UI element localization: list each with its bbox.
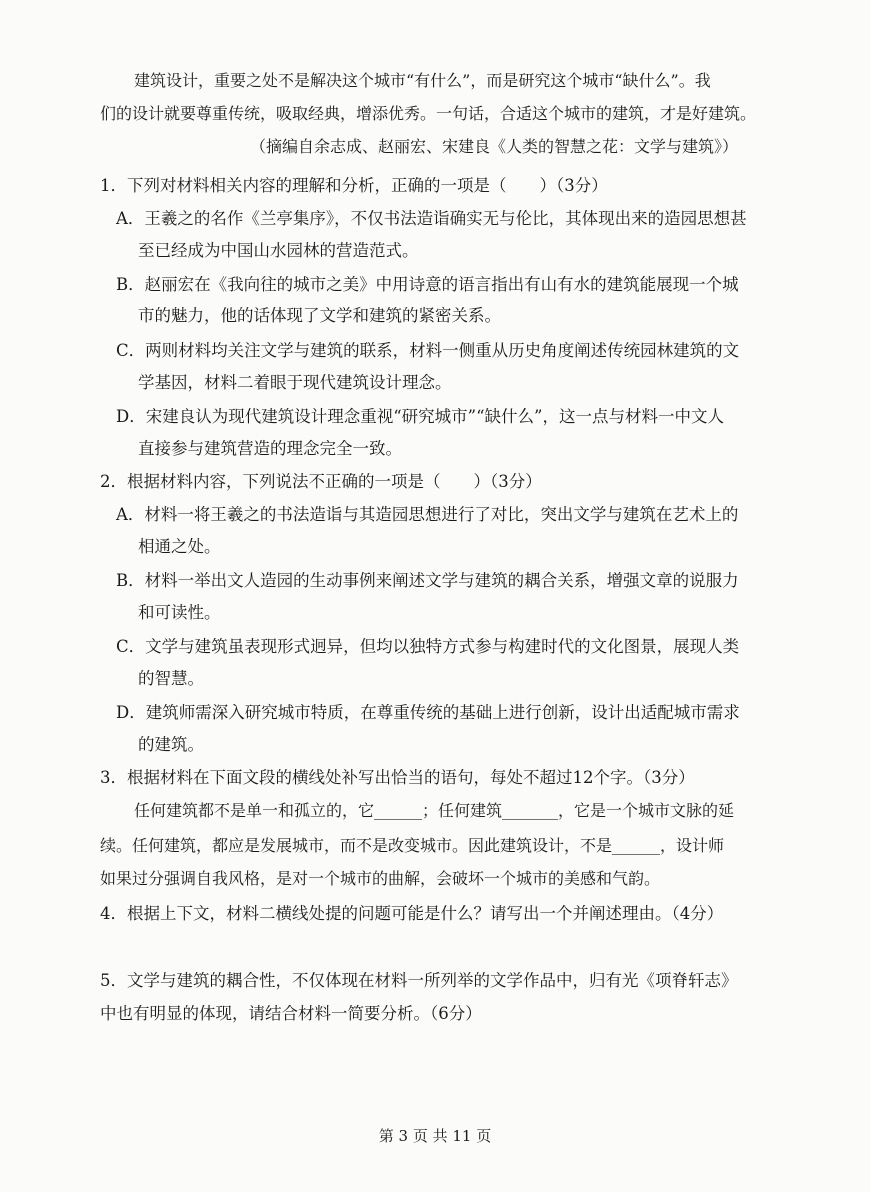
q2-stem: 2．根据材料内容，下列说法不正确的一项是（ ）（3分） — [100, 472, 542, 491]
passage-line-2: 们的设计就要尊重传统，吸取经典，增添优秀。一句话，合适这个城市的建筑，才是好建筑。 — [100, 104, 757, 123]
q5-stem-cont: 中也有明显的体现，请结合材料一简要分析。（6分） — [100, 1004, 482, 1023]
q2-option-a-cont: 相通之处。 — [138, 537, 221, 556]
q5-stem: 5．文学与建筑的耦合性，不仅体现在材料一所列举的文学作品中，归有光《项脊轩志》 — [100, 971, 738, 990]
q1-option-c: C．两则材料均关注文学与建筑的联系，材料一侧重从历史角度阐述传统园林建筑的文 — [116, 341, 740, 360]
q2-option-b: B．材料一举出文人造园的生动事例来阐述文学与建筑的耦合关系，增强文章的说服力 — [116, 571, 739, 590]
q3-paragraph-line-3: 如果过分强调自我风格，是对一个城市的曲解，会破坏一个城市的美感和气韵。 — [100, 869, 661, 888]
q1-option-b-cont: 市的魅力，他的话体现了文学和建筑的紧密关系。 — [138, 306, 501, 325]
q3-paragraph-line-2: 续。任何建筑，都应是发展城市，而不是改变城市。因此建筑设计，不是______，设计师 — [100, 836, 725, 855]
page-number: 第 3 页 共 11 页 — [378, 1127, 492, 1145]
q1-option-b: B．赵丽宏在《我向往的城市之美》中用诗意的语言指出有山有水的建筑能展现一个城 — [116, 275, 739, 294]
q1-option-d: D．宋建良认为现代建筑设计理念重视“研究城市”“缺什么”，这一点与材料一中文人 — [116, 407, 724, 426]
q2-option-a: A．材料一将王羲之的书法造诣与其造园思想进行了对比，突出文学与建筑在艺术上的 — [116, 505, 739, 524]
q1-stem: 1．下列对材料相关内容的理解和分析，正确的一项是（ ）（3分） — [100, 176, 608, 195]
q2-option-b-cont: 和可读性。 — [138, 603, 221, 622]
q1-option-a: A．王羲之的名作《兰亭集序》，不仅书法造诣确实无与伦比，其体现出来的造园思想甚 — [116, 209, 747, 228]
q1-option-c-cont: 学基因，材料二着眼于现代建筑设计理念。 — [138, 373, 452, 392]
passage-source: （摘编自余志成、赵丽宏、宋建良《人类的智慧之花：文学与建筑》） — [250, 137, 739, 156]
q2-option-d-cont: 的建筑。 — [138, 735, 204, 754]
q2-option-c: C．文学与建筑虽表现形式迥异，但均以独特方式参与构建时代的文化图景，展现人类 — [116, 637, 740, 656]
q2-option-d: D．建筑师需深入研究城市特质，在尊重传统的基础上进行创新，设计出适配城市需求 — [116, 703, 740, 722]
passage-line-1: 建筑设计，重要之处不是解决这个城市“有什么”，而是研究这个城市“缺什么”。我 — [134, 71, 711, 90]
q1-option-a-cont: 至已经成为中国山水园林的营造范式。 — [138, 241, 419, 260]
q4-stem: 4．根据上下文，材料二横线处提的问题可能是什么？请写出一个并阐述理由。（4分） — [100, 904, 724, 923]
q3-paragraph-line-1: 任何建筑都不是单一和孤立的，它______；任何建筑_______，它是一个城市文脉的延 — [134, 801, 735, 820]
q2-option-c-cont: 的智慧。 — [138, 669, 204, 688]
q3-stem: 3．根据材料在下面文段的横线处补写出恰当的语句，每处不超过12个字。（3分） — [100, 768, 695, 787]
q1-option-d-cont: 直接参与建筑营造的理念完全一致。 — [138, 439, 402, 458]
